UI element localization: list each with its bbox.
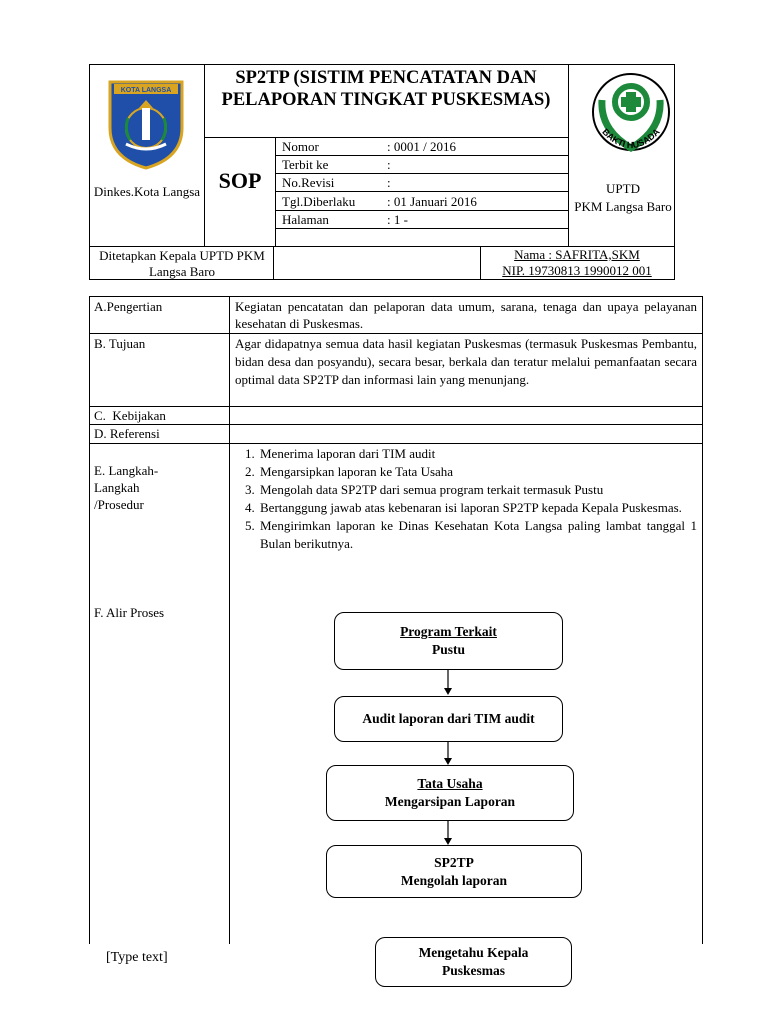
step-item: 3. Mengolah data SP2TP dari semua program terkait termasuk Pustu (258, 481, 697, 499)
divider (480, 246, 481, 280)
flow-box-program-terkait (334, 612, 563, 670)
divider (275, 191, 568, 192)
steps-list (232, 445, 697, 553)
svg-text:KOTA LANGSA: KOTA LANGSA (120, 87, 172, 94)
footer-placeholder: [Type text] (106, 950, 168, 965)
flow-box-sub: Mengolah laporan (400, 872, 508, 888)
flow-box-mengetahui (375, 937, 572, 987)
flow-box-sub: Audit laporan dari TIM audit (362, 711, 535, 726)
step-item: 4. Bertanggung jawab atas kebenaran isi laporan SP2TP kepada Kepala Puskesmas. (258, 499, 697, 517)
tujuan-text: Agar didapatnya semua data hasil kegiatan Puskesmas (termasuk Puskesmas Pembantu, bidan desa dan posyandu), secara besar, berkala dan teratur melalui pemanfaatan secara optimal data SP2TP dan informasi lain yang menunjang. (235, 336, 697, 387)
sop-label: SOP (218, 168, 262, 193)
divider (568, 64, 569, 246)
divider (275, 228, 568, 229)
meta-label-revisi: No.Revisi (282, 175, 335, 190)
flow-box-sub: Mengarsipan Laporan (384, 794, 516, 809)
kebijakan-label: C. Kebijakan (94, 408, 166, 423)
meta-value-terbit: : (387, 157, 391, 172)
kota-langsa-logo (106, 78, 186, 170)
approved-by: Ditetapkan Kepala UPTD PKM Langsa Baro (99, 248, 265, 279)
flow-box-title: Program Terkait (400, 624, 497, 639)
meta-value-tgl: : 01 Januari 2016 (387, 194, 477, 209)
step-item: 1. Menerima laporan dari TIM audit (258, 445, 697, 463)
pengertian-label: A.Pengertian (94, 299, 163, 314)
left-org-name: Dinkes.Kota Langsa (93, 184, 201, 199)
divider (89, 333, 703, 334)
step-item: 5. Mengirimkan laporan ke Dinas Kesehatan Kota Langsa paling lambat tanggal 1 Bulan berikutnya. (258, 517, 697, 553)
meta-value-revisi: : (387, 175, 391, 190)
meta-value-halaman: : 1 - (387, 212, 408, 227)
alir-label: F. Alir Proses (94, 605, 165, 620)
meta-label-tgl: Tgl.Diberlaku (282, 194, 356, 209)
signer-nip: NIP. 19730813 1990012 001 (502, 263, 652, 278)
referensi-label: D. Referensi (94, 426, 160, 441)
tujuan-label: B. Tujuan (94, 336, 146, 351)
meta-label-halaman: Halaman (282, 212, 329, 227)
flow-arrow-icon (442, 742, 454, 766)
flow-box-sub: Mengetahu Kepala Puskesmas (418, 945, 529, 978)
divider (89, 443, 703, 444)
langkah-label: E. Langkah- Langkah /Prosedur (94, 463, 159, 512)
right-org-name: UPTD PKM Langsa Baro (574, 181, 672, 214)
meta-label-nomor: Nomor (282, 139, 319, 154)
divider (273, 246, 274, 280)
bakti-husada-logo (588, 70, 674, 170)
divider (229, 296, 230, 944)
divider (204, 64, 205, 246)
meta-value-nomor: : 0001 / 2016 (387, 139, 456, 154)
flow-box-title: Tata Usaha (417, 776, 483, 791)
flow-box-audit (334, 696, 563, 742)
flow-arrow-icon (442, 821, 454, 846)
svg-text:BAKTI HUSADA: BAKTI HUSADA (600, 126, 662, 151)
flow-box-sub: Pustu (431, 642, 465, 657)
page-title: SP2TP (SISTIM PENCATATAN DAN PELAPORAN TINGKAT PUSKESMAS) (221, 68, 551, 110)
flow-box-tata-usaha (326, 765, 574, 821)
flow-box-sp2tp (326, 845, 582, 898)
flow-arrow-icon (442, 670, 454, 696)
signer-name: Nama : SAFRITA,SKM (514, 247, 640, 262)
step-item: 2. Mengarsipkan laporan ke Tata Usaha (258, 463, 697, 481)
pengertian-text: Kegiatan pencatatan dan pelaporan data umum, sarana, tenaga dan upaya pelayanan kesehatan di Puskesmas. (235, 299, 697, 331)
flow-box-title: SP2TP (434, 854, 474, 870)
meta-label-terbit: Terbit ke (282, 157, 329, 172)
